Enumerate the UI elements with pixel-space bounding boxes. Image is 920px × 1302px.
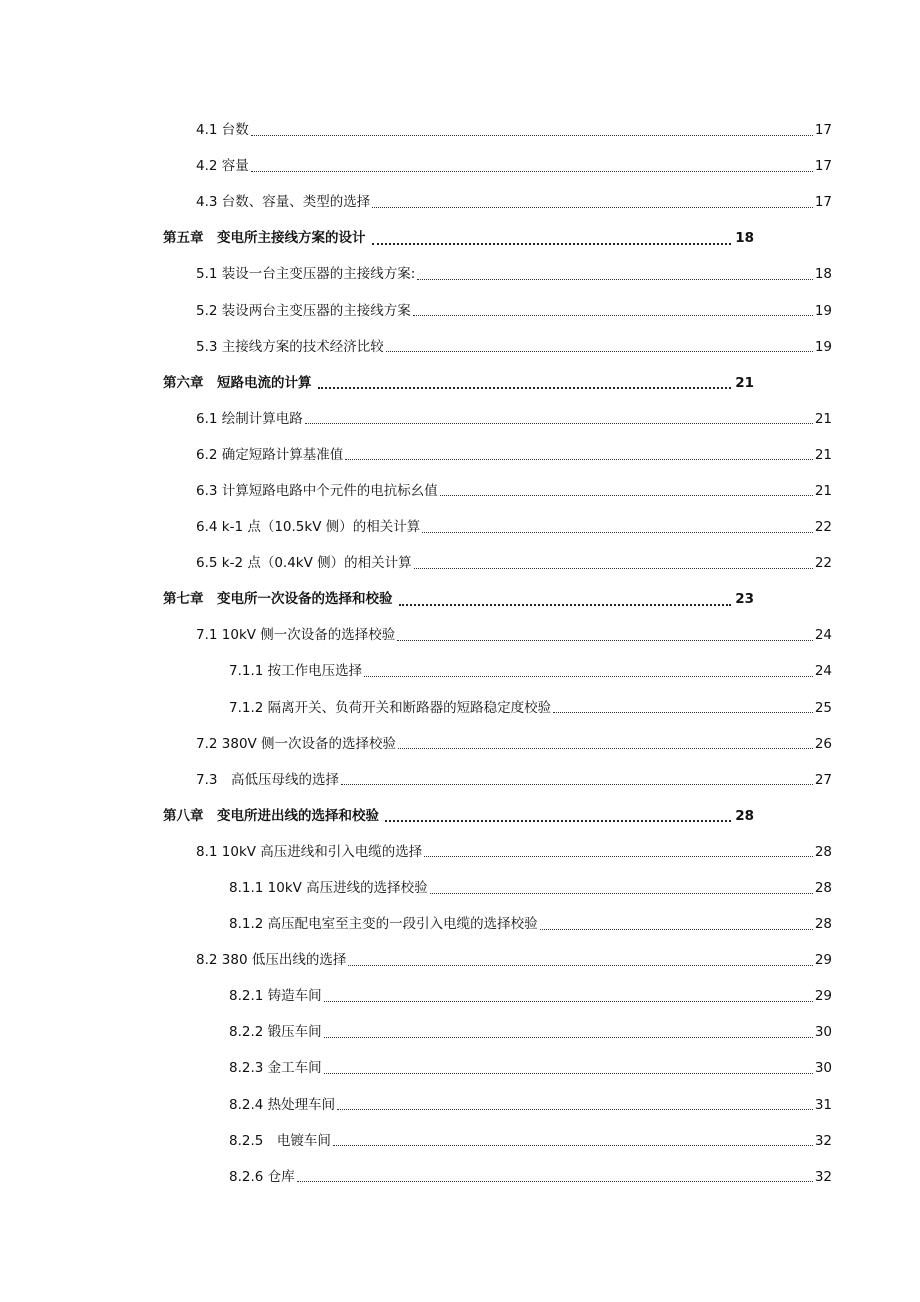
toc-entry-label: 第五章 变电所主接线方案的设计	[163, 230, 366, 247]
toc-entry-label: 第六章 短路电流的计算	[163, 374, 312, 391]
toc-page-number: 21	[814, 482, 832, 499]
dot-leader	[372, 242, 732, 245]
toc-entry-label: 8.2.5 电镀车间	[229, 1132, 331, 1149]
toc-section-entry[interactable]	[0, 329, 920, 365]
dot-leader	[345, 458, 813, 460]
dot-leader	[333, 1144, 813, 1146]
toc-page-number: 21	[735, 374, 754, 391]
dot-leader	[251, 170, 813, 172]
toc-chapter-entry[interactable]	[0, 798, 920, 834]
dot-leader	[413, 314, 813, 316]
toc-page-number: 22	[814, 555, 832, 572]
toc-page-number: 17	[814, 194, 832, 211]
toc-section-entry[interactable]	[0, 184, 920, 220]
toc-entry-label: 6.1 绘制计算电路	[196, 410, 303, 427]
toc-section-entry[interactable]	[0, 1123, 920, 1159]
toc-page-number: 32	[814, 1168, 832, 1185]
toc-page-number: 28	[735, 807, 754, 824]
toc-section-entry[interactable]	[0, 148, 920, 184]
toc-section-entry[interactable]	[0, 653, 920, 689]
toc-section-entry[interactable]	[0, 473, 920, 509]
toc-page-number: 26	[814, 735, 832, 752]
toc-page-number: 25	[814, 699, 832, 716]
toc-page-number: 22	[814, 519, 832, 536]
toc-page-number: 29	[814, 988, 832, 1005]
toc-page-number: 21	[814, 446, 832, 463]
toc-entry-label: 8.2.6 仓库	[229, 1168, 295, 1185]
toc-entry-label: 8.2.1 铸造车间	[229, 988, 322, 1005]
toc-page-number: 28	[814, 916, 832, 933]
dot-leader	[398, 747, 813, 749]
toc-page-number: 19	[814, 302, 832, 319]
toc-section-entry[interactable]	[0, 1159, 920, 1195]
dot-leader	[318, 386, 732, 389]
toc-section-entry[interactable]	[0, 1050, 920, 1086]
dot-leader	[372, 206, 813, 208]
toc-entry-label: 4.3 台数、容量、类型的选择	[196, 194, 371, 211]
toc-entry-label: 8.1.2 高压配电室至主变的一段引入电缆的选择校验	[229, 916, 538, 933]
toc-entry-label: 6.2 确定短路计算基准值	[196, 446, 344, 463]
toc-section-entry[interactable]	[0, 437, 920, 473]
dot-leader	[348, 964, 812, 966]
toc-section-entry[interactable]	[0, 942, 920, 978]
toc-section-entry[interactable]	[0, 112, 920, 148]
toc-page-number: 21	[814, 410, 832, 427]
dot-leader	[430, 892, 813, 894]
toc-entry-label: 5.2 装设两台主变压器的主接线方案	[196, 302, 411, 319]
dot-leader	[440, 494, 813, 496]
toc-entry-label: 8.2.2 锻压车间	[229, 1024, 322, 1041]
dot-leader	[305, 422, 813, 424]
toc-entry-label: 7.1.1 按工作电压选择	[229, 663, 363, 680]
toc-page-number: 17	[814, 158, 832, 175]
toc-section-entry[interactable]	[0, 870, 920, 906]
toc-section-entry[interactable]	[0, 545, 920, 581]
toc-entry-label: 4.2 容量	[196, 158, 249, 175]
toc-section-entry[interactable]	[0, 1087, 920, 1123]
toc-page-number: 30	[814, 1024, 832, 1041]
toc-entry-label: 7.2 380V 侧一次设备的选择校验	[196, 735, 397, 752]
toc-entry-label: 8.2 380 低压出线的选择	[196, 952, 347, 969]
toc-entry-label: 7.1 10kV 侧一次设备的选择校验	[196, 627, 396, 644]
toc-page-number: 31	[814, 1096, 832, 1113]
toc-entry-label: 第七章 变电所一次设备的选择和校验	[163, 591, 393, 608]
toc-page-number: 24	[814, 627, 832, 644]
toc-section-entry[interactable]	[0, 401, 920, 437]
toc-page-number: 24	[814, 663, 832, 680]
dot-leader	[324, 1000, 813, 1002]
toc-section-entry[interactable]	[0, 762, 920, 798]
dot-leader	[540, 928, 813, 930]
dot-leader	[337, 1108, 813, 1110]
toc-entry-label: 6.4 k-1 点（10.5kV 侧）的相关计算	[196, 519, 421, 536]
dot-leader	[324, 1036, 813, 1038]
toc-section-entry[interactable]	[0, 1014, 920, 1050]
table-of-contents	[0, 112, 920, 1195]
dot-leader	[251, 134, 813, 136]
toc-page-number: 28	[814, 880, 832, 897]
dot-leader	[341, 783, 813, 785]
toc-entry-label: 8.1 10kV 高压进线和引入电缆的选择	[196, 843, 423, 860]
toc-entry-label: 7.3 高低压母线的选择	[196, 771, 339, 788]
toc-page-number: 32	[814, 1132, 832, 1149]
toc-section-entry[interactable]	[0, 726, 920, 762]
dot-leader	[417, 278, 813, 280]
toc-chapter-entry[interactable]	[0, 365, 920, 401]
toc-entry-label: 7.1.2 隔离开关、负荷开关和断路器的短路稳定度校验	[229, 699, 552, 716]
toc-section-entry[interactable]	[0, 978, 920, 1014]
toc-entry-label: 6.3 计算短路电路中个元件的电抗标幺值	[196, 482, 438, 499]
toc-section-entry[interactable]	[0, 509, 920, 545]
toc-section-entry[interactable]	[0, 834, 920, 870]
dot-leader	[414, 567, 813, 569]
toc-entry-label: 5.1 装设一台主变压器的主接线方案:	[196, 266, 416, 283]
toc-page-number: 17	[814, 122, 832, 139]
toc-entry-label: 8.1.1 10kV 高压进线的选择校验	[229, 880, 428, 897]
toc-entry-label: 6.5 k-2 点（0.4kV 侧）的相关计算	[196, 555, 412, 572]
toc-page-number: 18	[814, 266, 832, 283]
dot-leader	[364, 675, 813, 677]
toc-section-entry[interactable]	[0, 617, 920, 653]
dot-leader	[397, 639, 813, 641]
toc-page-number: 18	[735, 230, 754, 247]
toc-section-entry[interactable]	[0, 292, 920, 328]
dot-leader	[422, 531, 813, 533]
toc-entry-label: 4.1 台数	[196, 122, 249, 139]
toc-section-entry[interactable]	[0, 256, 920, 292]
dot-leader	[386, 350, 813, 352]
toc-page-number: 28	[814, 843, 832, 860]
dot-leader	[424, 855, 813, 857]
dot-leader	[297, 1180, 813, 1182]
toc-entry-label: 8.2.3 金工车间	[229, 1060, 322, 1077]
dot-leader	[385, 819, 731, 822]
toc-entry-label: 5.3 主接线方案的技术经济比较	[196, 338, 384, 355]
toc-page-number: 23	[735, 591, 754, 608]
dot-leader	[324, 1072, 813, 1074]
dot-leader	[399, 603, 732, 606]
dot-leader	[553, 711, 813, 713]
toc-entry-label: 8.2.4 热处理车间	[229, 1096, 336, 1113]
toc-section-entry[interactable]	[0, 690, 920, 726]
toc-page-number: 27	[814, 771, 832, 788]
toc-page-number: 30	[814, 1060, 832, 1077]
toc-page-number: 29	[814, 952, 832, 969]
toc-section-entry[interactable]	[0, 906, 920, 942]
toc-chapter-entry[interactable]	[0, 220, 920, 256]
toc-entry-label: 第八章 变电所进出线的选择和校验	[163, 807, 379, 824]
toc-chapter-entry[interactable]	[0, 581, 920, 617]
toc-page-number: 19	[814, 338, 832, 355]
